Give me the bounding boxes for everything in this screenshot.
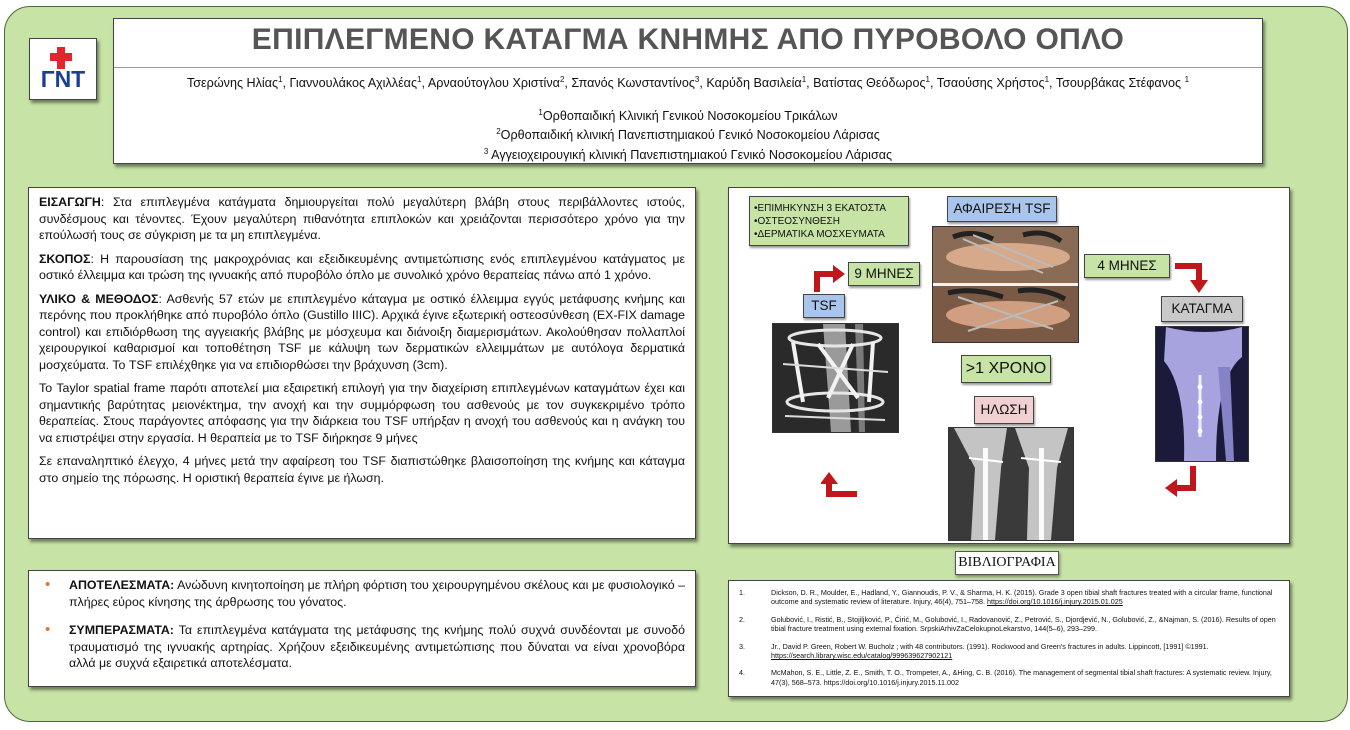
- reference-number: 1.: [739, 588, 745, 597]
- reference-text: Dickson, D. R., Moulder, E., Hadland, Y., Giannoudis, P. V., & Sharma, H. K. (2015). Grade 3 open tibial shaft fractures treated with a circular frame, functional outcome and systematic review of literature. Injury, 46(4), 751–758. https://doi.org/10.1016/j.injury.2015.01.025: [771, 588, 1273, 607]
- nailing-label: ΗΛΩΣΗ: [974, 396, 1034, 424]
- bibliography-panel: [728, 580, 1290, 697]
- affiliation-marker: 1: [1044, 75, 1050, 84]
- procedure-item: •ΟΣΤΕΟΣΥΝΘΕΣΗ: [754, 216, 840, 227]
- arrow-left-up-icon: [821, 470, 861, 500]
- logo-cross-horizontal: [50, 53, 72, 61]
- methods-paragraph: [39, 291, 685, 374]
- aim-paragraph: [39, 251, 685, 284]
- author-name: Καρύδη Βασιλεία: [706, 76, 802, 91]
- affiliation-marker: 3: [694, 75, 700, 84]
- affiliation-marker: 2: [559, 75, 565, 84]
- poster-title: ΕΠΙΠΛΕΓΜΕΝΟ ΚΑΤΑΓΜΑ ΚΝΗΜΗΣ ΑΠΟ ΠΥΡΟΒΟΛΟ ΟΠΛΟ: [114, 19, 1262, 68]
- reference-item: [739, 668, 1279, 687]
- conclusions-label: ΣΥΜΠΕΡΑΣΜΑΤΑ:: [69, 623, 174, 637]
- bibliography-title: ΒΙΒΛΙΟΓΡΑΦΙΑ: [955, 551, 1059, 575]
- hospital-logo: [29, 38, 97, 100]
- author-name: Σπανός Κωνσταντίνος: [571, 76, 695, 91]
- affiliation-text: Ορθοπαιδική Κλινική Γενικού Νοσοκομείου Τρικάλων: [542, 109, 838, 124]
- aim-label: ΣΚΟΠΟΣ: [39, 251, 91, 266]
- authors-line: Τσερώνης Ηλίας$^1$, Γιαννουλάκος Αχιλλέας$^1$, Αρναούτογλου Χριστίνα$^2$, Σπανός Κωνσταντίνος$^3$, Καρύδη Βασιλεία$^1$, Βατίστας Θεόδωρος$^1$, Τσαούσης Χρήστος$^1$, Τσουρβάκας Στέφανος $^1$: [186, 75, 1190, 91]
- affiliation-marker: 1: [417, 75, 422, 84]
- reference-text: Golubović, I., Ristić, B., Stojiljković, P., Ćirić, M., Golubović, I., Radovanović, Z., Petrović, S., Djordjević, N., Golubović, Z., &Najman, S. (2016). Results of open tibial fracture treatment using external fixation. SrpskiArhivZaCelokupnoLekarstvo, 144(5–6), 293–299.: [771, 614, 1276, 634]
- results-item: [69, 577, 685, 610]
- affiliation-line: [114, 124, 1262, 143]
- affiliation-number: 2: [496, 127, 501, 137]
- nine-months-label: 9 ΜΗΝΕΣ: [848, 262, 920, 286]
- arrow-up-right-icon: [811, 260, 847, 294]
- reference-item: [739, 588, 1279, 607]
- results-text: Ανώδυνη κινητοποίηση με πλήρη φόρτιση του χειρουργημένου σκέλους και με φυσιολογικό – πλήρες εύρος κίνησης της άρθρωσης του γόνατος.: [69, 578, 685, 609]
- logo-text: ΓΝΤ: [40, 66, 86, 92]
- affiliation-number: 1: [538, 108, 543, 118]
- intro-label: ΕΙΣΑΓΩΓΗ: [39, 195, 101, 209]
- conclusions-text: Τα επιπλεγμένα κατάγματα της μετάφυσης της κνήμης πολύ συχνά συνδέονται με συνοδό τραυματισμό της ιγνυακής αρτηρίας. Χρήζουν εξειδικευμένης αντιμετώπισης που δύναται να είναι χρονοβόρα αλλά με συχνά εξαιρετικά αποτελέσματα.: [69, 623, 685, 670]
- logo-icon: [30, 39, 96, 99]
- results-panel: [28, 570, 696, 687]
- introduction-panel: [28, 187, 696, 539]
- procedure-item: •ΔΕΡΜΑΤΙΚΑ ΜΟΣΧΕΥΜΑΤΑ: [754, 229, 885, 240]
- author-name: Βατίστας Θεόδωρος: [813, 76, 926, 91]
- procedures-list-box: [749, 196, 909, 246]
- procedure-item: •ΕΠΙΜΗΚΥΝΣΗ 3 ΕΚΑΤΟΣΤΑ: [754, 203, 886, 214]
- tsf-xray-image: [772, 323, 899, 433]
- arrow-down-left-icon: [1163, 464, 1203, 498]
- reference-number: 4.: [739, 668, 745, 678]
- fracture-label: ΚΑΤΑΓΜΑ: [1161, 296, 1243, 322]
- results-label: ΑΠΟΤΕΛΕΣΜΑΤΑ:: [69, 578, 175, 592]
- methods-text: : Ασθενής 57 ετών με επιπλεγμένο κάταγμα με οστικό έλλειμμα εγγύς μετάφυσης κνήμης και περόνης που προκλήθηκε από πυροβόλο όπλο (Gustillo IIIC). Αρχικά έγινε εξωτερική οστεοσύνθεση (EX-FIX damage control) και επιδιόρθωση της αγγειακής βλάβης με μόσχευμα και διάνοιξη διαμερισμάτων. Ακολούθησαν πολλαπλοί χειρουργικοί καθαρισμοί και τοποθέτηση TSF με κάλυψη των δερματικών ελλειμμάτων με αυτόλογα δερματικά μοσχεύματα. Το TSF επιλέχθηκε για να επιδιορθώσει την βράχυνση (3cm).: [39, 291, 685, 372]
- methods-label: ΥΛΙΚΟ & ΜΕΘΟΔΟΣ: [39, 291, 159, 306]
- reference-number: 2.: [739, 614, 745, 624]
- affiliation-text: Ορθοπαιδική κλινική Πανεπιστημιακού Γενικό Νοσοκομείου Λάρισας: [500, 128, 880, 143]
- nailing-xray-image: [948, 427, 1074, 541]
- intro-text: : Στα επιπλεγμένα κατάγματα δημιουργείται πολύ μεγαλύτερη βλάβη στους περιβάλλοντες ιστούς, συνδέσμους και τένοντες. Έχουν μεγαλύτερη πιθανότητα επιπλοκών και χρειάζονται περισσότερο χρόνο για την επούλωσή τους σε σύγκριση με τα μη επιπλεγμένα.: [39, 195, 685, 242]
- tsf-discussion-paragraph: Το Taylor spatial frame παρότι αποτελεί μια εξαιρετική επιλογή για την διαχείριση επιπλεγμένων καταγμάτων έχει και σημαντικής βαρύτητας μειονέκτημα, την ανοχή και την συμμόρφωση του ασθενούς με τον συγκεκριμένο τρόπο θεραπείας. Στους παράγοντες απόφασης για την διάρκεια του TSF υπήρξαν η ανοχή του ασθενούς και η ανάγκη του να επιστρέψει στην εργασία. Η θεραπεία με το TSF διήρκησε 9 μήνες: [39, 381, 685, 445]
- reference-text: McMahon, S. E., Little, Z. E., Smith, T. O., Trompeter, A., &Hing, C. B. (2016). The management of segmental tibial shaft fractures: A systematic review. Injury, 47(3), 568–573. https://doi.org/10.1016/j.injury.2015.11.002: [771, 668, 1272, 687]
- affiliation-marker: 1: [801, 75, 807, 84]
- reference-item: [739, 642, 1279, 661]
- followup-paragraph: Σε επαναληπτικό έλεγχο, 4 μήνες μετά την αφαίρεση του TSF διαπιστώθηκε βλαισοποίηση της κνήμης και κάταγμα στο σημείο της πόρωσης. Η οριστική θεραπεία έγινε με ήλωση.: [39, 454, 685, 485]
- author-name: Αρναούτογλου Χριστίνα: [427, 76, 560, 91]
- affiliations: [114, 105, 1262, 163]
- affiliation-number: 3: [483, 146, 489, 156]
- arrow-right-down-icon: [1173, 260, 1213, 294]
- author-name: Γιαννουλάκος Αχιλλέας: [289, 76, 418, 91]
- reference-text: Jr., David P. Green, Robert W. Bucholz ; with 48 contributors. (1991). Rockwood and Green's fractures in adults. Lippincott, [1991] ©1991. https://search.library.wisc.edu/catalog/999639627902121: [771, 641, 1209, 661]
- reference-item: [739, 615, 1279, 634]
- four-months-label: 4 ΜΗΝΕΣ: [1084, 254, 1170, 278]
- affiliation-text: Αγγειοχειρουγική κλινική Πανεπιστημιακού Γενικό Νοσοκομείου Λάρισας: [488, 147, 893, 162]
- tsf-removal-label: ΑΦΑΙΡΕΣΗ TSF: [947, 196, 1057, 222]
- conclusions-item: [69, 622, 685, 672]
- affiliation-marker: 1: [925, 75, 930, 84]
- author-name: Τσαούσης Χρήστος: [936, 76, 1045, 91]
- over-one-year-label: >1 ΧΡΟΝΟ: [961, 355, 1051, 383]
- tsf-removal-photo: [932, 226, 1079, 343]
- affiliation-marker: 1: [1184, 75, 1190, 84]
- affiliation-marker: 1: [278, 75, 283, 84]
- reference-link[interactable]: https://search.library.wisc.edu/catalog/999639627902121: [771, 651, 953, 661]
- header-panel: [113, 18, 1263, 164]
- reference-number: 3.: [739, 641, 745, 651]
- treatment-timeline-figure: [728, 187, 1290, 544]
- author-name: Τσερώνης Ηλίας: [186, 76, 279, 91]
- reference-link[interactable]: https://doi.org/10.1016/j.injury.2015.01.025: [987, 597, 1123, 607]
- tsf-label: TSF: [803, 294, 845, 318]
- author-name: Τσουρβάκας Στέφανος: [1055, 76, 1185, 91]
- affiliation-line: [114, 144, 1262, 163]
- aim-text: : Η παρουσίαση της μακροχρόνιας και εξειδικευμένης αντιμετώπισης ενός επιπλεγμένου κατάγματος με οστικό έλλειμμα και τρώση της ιγνυακής από πυροβόλο όπλο με συνολικό χρόνο θεραπείας πάνω από 1 χρόνο.: [39, 251, 685, 282]
- fracture-xray-image: [1155, 326, 1249, 462]
- intro-paragraph: [39, 194, 685, 244]
- affiliation-line: [114, 105, 1262, 124]
